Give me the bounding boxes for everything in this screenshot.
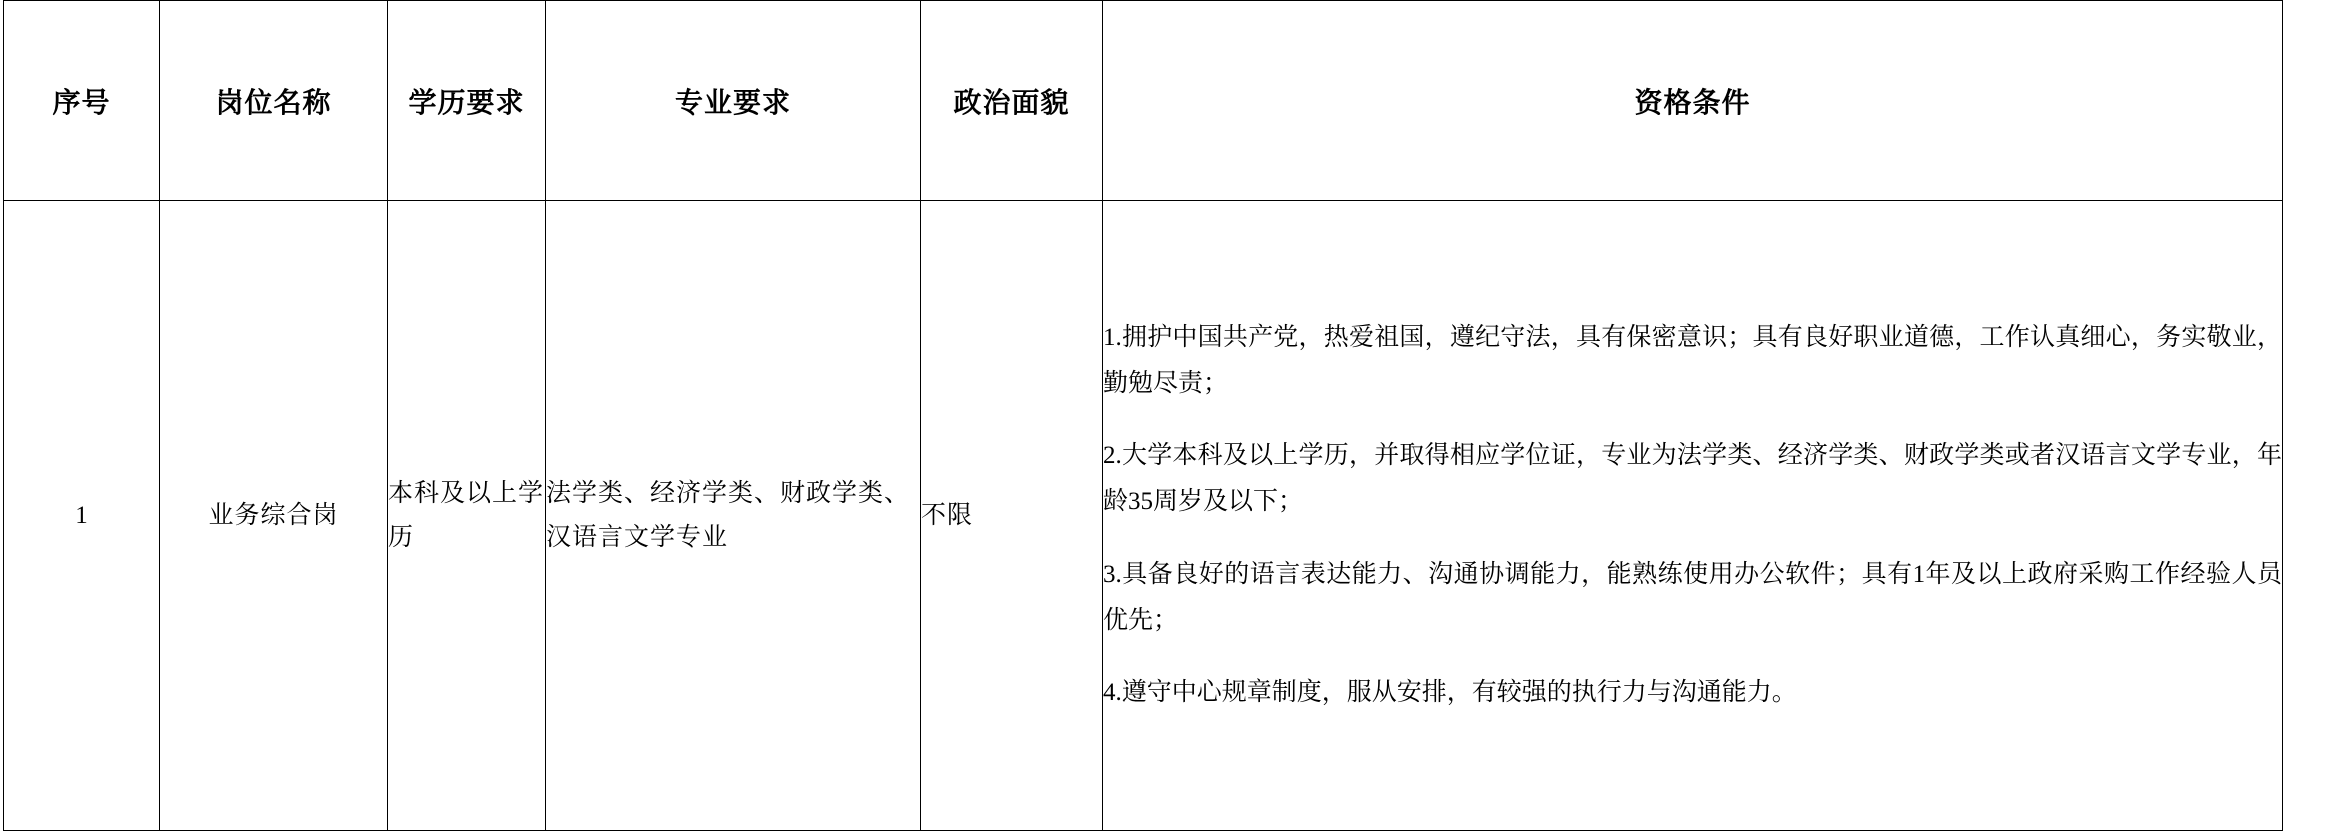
cell-politics: 不限 — [921, 201, 1103, 831]
column-header-major: 专业要求 — [546, 1, 921, 201]
column-header-education: 学历要求 — [388, 1, 546, 201]
column-header-seq: 序号 — [4, 1, 160, 201]
cell-post: 业务综合岗 — [160, 201, 388, 831]
cell-seq: 1 — [4, 201, 160, 831]
cell-qualification — [1103, 201, 2283, 831]
qualification-item-2: 2.大学本科及以上学历，并取得相应学位证，专业为法学类、经济学类、财政学类或者汉语言文学专业，年龄35周岁及以下； — [1103, 442, 2282, 516]
table-header-row — [4, 1, 2283, 201]
table-row — [4, 201, 2283, 831]
job-requirements-table — [3, 0, 2283, 831]
cell-education: 本科及以上学历 — [388, 201, 546, 831]
column-header-qualification: 资格条件 — [1103, 1, 2283, 201]
qualification-item-4: 4.遵守中心规章制度，服从安排，有较强的执行力与沟通能力。 — [1103, 679, 1797, 707]
qualification-item-3: 3.具备良好的语言表达能力、沟通协调能力，能熟练使用办公软件；具有1年及以上政府采购工作经验人员优先； — [1103, 560, 2282, 634]
column-header-politics: 政治面貌 — [921, 1, 1103, 201]
qualification-item-1: 1.拥护中国共产党，热爱祖国，遵纪守法，具有保密意识；具有良好职业道德，工作认真细心，务实敬业，勤勉尽责； — [1103, 323, 2282, 397]
column-header-post: 岗位名称 — [160, 1, 388, 201]
cell-major: 法学类、经济学类、财政学类、汉语言文学专业 — [546, 201, 921, 831]
